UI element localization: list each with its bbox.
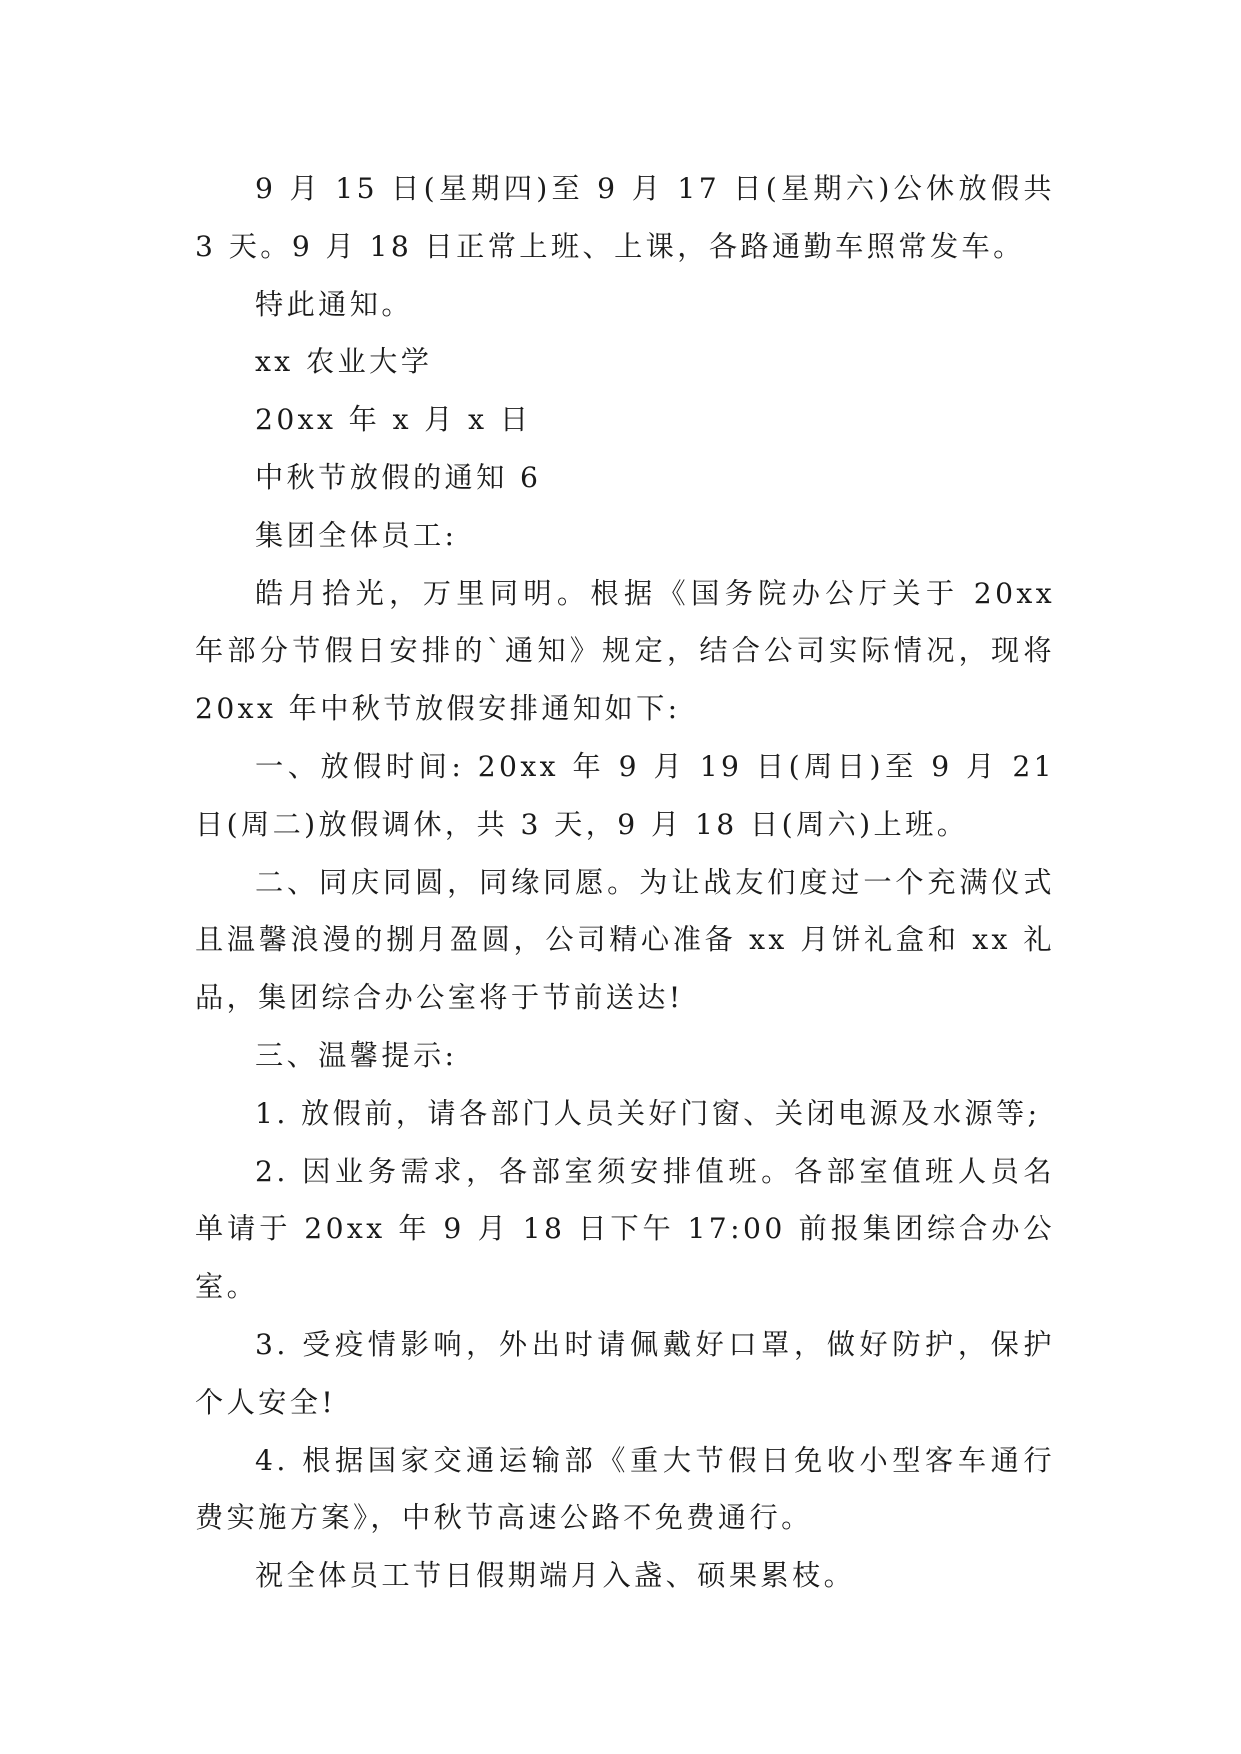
- tip-item-2: 2. 因业务需求，各部室须安排值班。各部室值班人员名单请于 20xx 年 9 月 18 日下午 17:00 前报集团综合办公室。: [195, 1154, 1055, 1304]
- paragraph-introduction: 皓月拾光，万里同明。根据《国务院办公厅关于 20xx 年部分节假日安排的`通知》规定，结合公司实际情况，现将 20xx 年中秋节放假安排通知如下:: [195, 576, 1055, 726]
- salutation: 集团全体员工:: [255, 518, 458, 552]
- closing-wishes: 祝全体员工节日假期端月入盏、硕果累枝。: [255, 1559, 856, 1593]
- signature-organization: xx 农业大学: [255, 345, 433, 379]
- signature-date: 20xx 年 x 月 x 日: [255, 403, 532, 437]
- tip-item-1: 1. 放假前，请各部门人员关好门窗、关闭电源及水源等;: [255, 1096, 1041, 1130]
- tip-item-4: 4. 根据国家交通运输部《重大节假日免收小型客车通行费实施方案》，中秋节高速公路不免费通行。: [195, 1443, 1055, 1535]
- tip-item-3: 3. 受疫情影响，外出时请佩戴好口罩，做好防护，保护个人安全!: [195, 1327, 1055, 1419]
- section-title: 中秋节放假的通知 6: [255, 460, 542, 494]
- paragraph-holiday-dates: 9 月 15 日(星期四)至 9 月 17 日(星期六)公休放假共 3 天。9 月 18 日正常上班、上课，各路通勤车照常发车。: [195, 172, 1055, 263]
- paragraph-celebration: 二、同庆同圆，同缘同愿。为让战友们度过一个充满仪式且温馨浪漫的捌月盈圆，公司精心准备 xx 月饼礼盒和 xx 礼品，集团综合办公室将于节前送达!: [195, 865, 1055, 1015]
- document-body: [195, 160, 1055, 1605]
- paragraph-holiday-time: 一、放假时间: 20xx 年 9 月 19 日(周日)至 9 月 21 日(周二)放假调休，共 3 天，9 月 18 日(周六)上班。: [195, 749, 1055, 841]
- paragraph-notice-closing: 特此通知。: [255, 287, 413, 321]
- paragraph-tips-heading: 三、温馨提示:: [255, 1038, 458, 1072]
